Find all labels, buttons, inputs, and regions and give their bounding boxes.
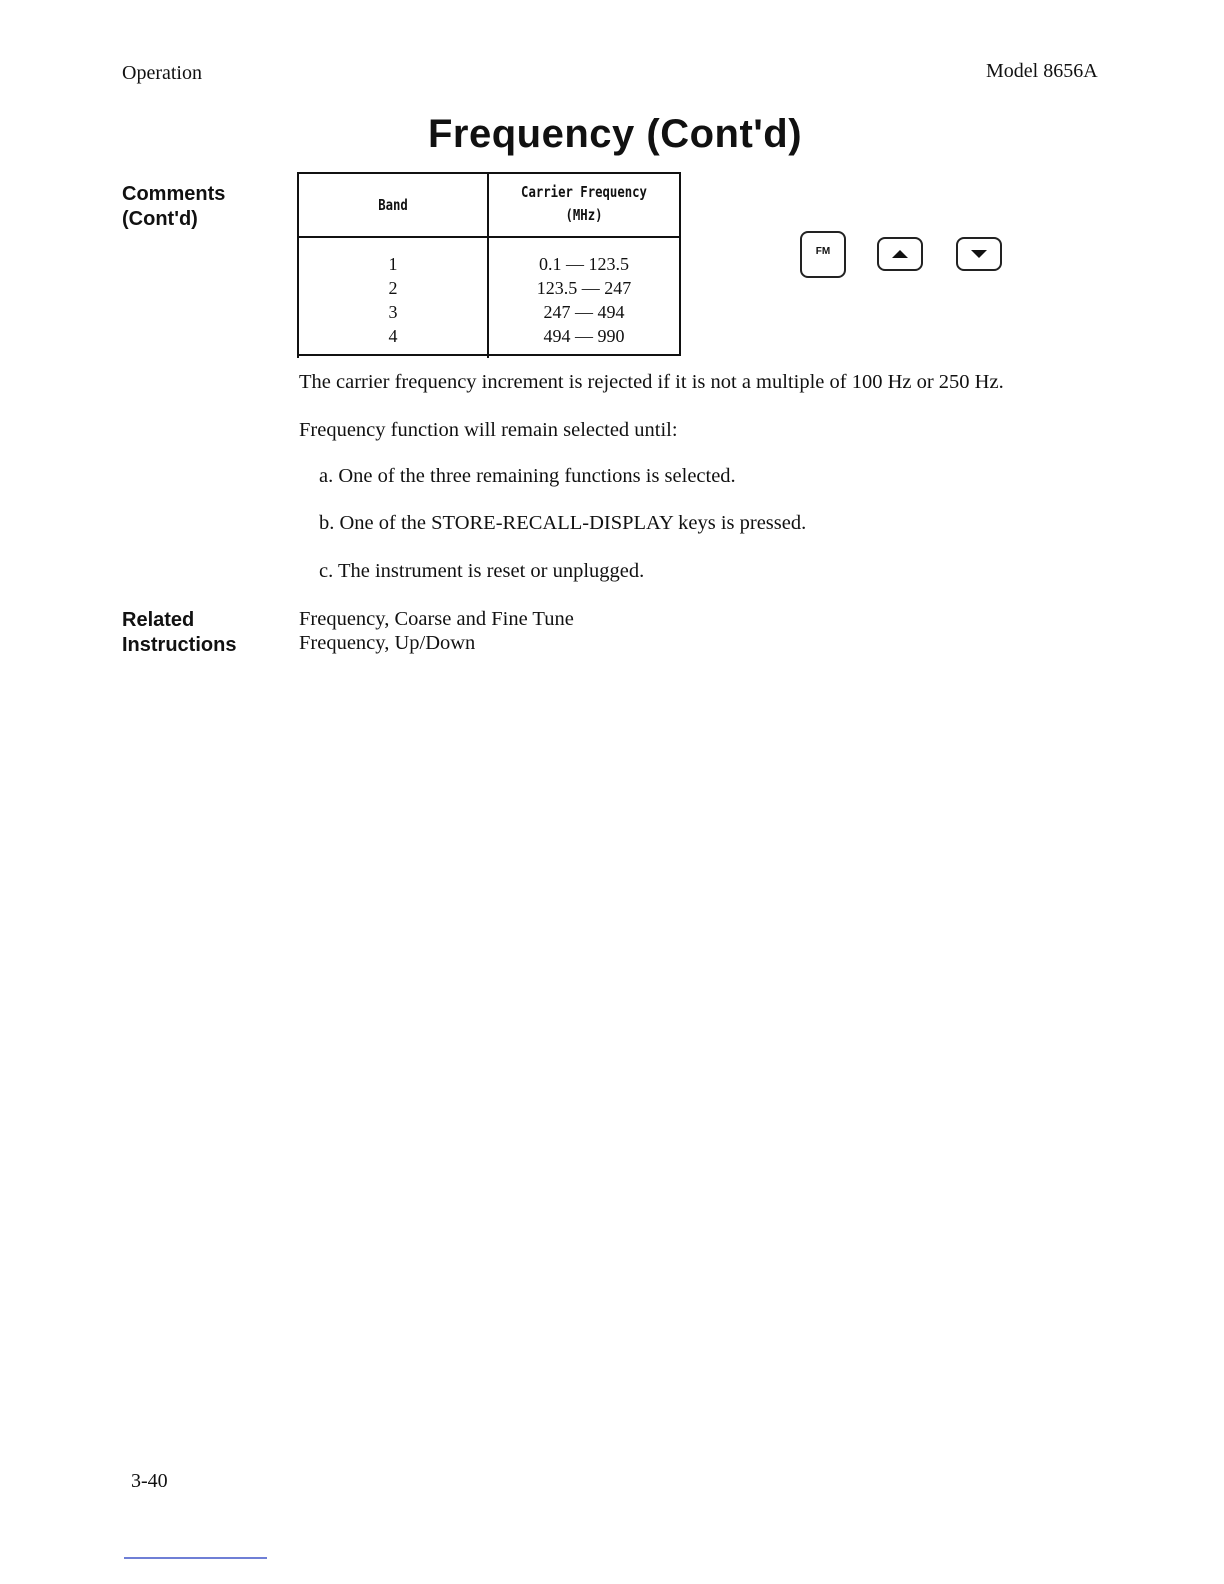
- increment-note: The carrier frequency increment is rejected if it is not a multiple of 100 Hz or 250 Hz.: [299, 371, 1004, 393]
- related-instructions-heading: [122, 608, 236, 658]
- related-instruction-item: Frequency, Up/Down: [299, 632, 476, 654]
- fm-key-label: FM: [815, 246, 831, 257]
- table-cell-band: 3: [388, 302, 398, 322]
- table-header-band: Band: [378, 196, 408, 214]
- increment-down-key: [956, 237, 1002, 271]
- comments-heading: [122, 182, 225, 232]
- table-cell-band: 2: [388, 278, 398, 298]
- band-frequency-table: [297, 172, 681, 358]
- table-header-divider: [297, 236, 681, 238]
- related-heading-line-2: Instructions: [122, 634, 237, 656]
- table-cell-range: 494 — 990: [543, 326, 625, 346]
- related-instruction-item: Frequency, Coarse and Fine Tune: [299, 608, 574, 630]
- related-heading-line-1: Related: [122, 609, 195, 631]
- table-cell-range: 123.5 — 247: [536, 278, 632, 298]
- condition-item: c. The instrument is reset or unplugged.: [319, 560, 645, 582]
- fm-key: [800, 231, 846, 278]
- table-border-bottom: [297, 354, 681, 356]
- table-border-top: [297, 172, 681, 174]
- condition-item: a. One of the three remaining functions is selected.: [319, 465, 736, 487]
- running-header-section: Operation: [122, 62, 202, 84]
- arrow-up-icon: [879, 239, 921, 269]
- table-cell-range: 0.1 — 123.5: [539, 254, 629, 274]
- related-instructions-list: [299, 607, 574, 655]
- comments-heading-line-2: (Cont'd): [122, 208, 198, 230]
- running-header-model: Model 8656A: [986, 60, 1098, 82]
- increment-up-key: [877, 237, 923, 271]
- page-number: 3-40: [131, 1470, 168, 1492]
- table-cell-band: 1: [388, 254, 398, 274]
- table-header-carrier-frequency: Carrier Frequency: [521, 183, 647, 201]
- table-cell-range: 247 — 494: [543, 302, 625, 322]
- until-intro: Frequency function will remain selected until:: [299, 419, 678, 441]
- condition-item: b. One of the STORE-RECALL-DISPLAY keys is pressed.: [319, 512, 807, 534]
- table-cell-band: 4: [388, 326, 398, 346]
- table-border-right: [679, 172, 681, 356]
- comments-heading-line-1: Comments: [122, 183, 226, 205]
- arrow-down-icon: [958, 239, 1000, 269]
- page-title: Frequency (Cont'd): [427, 112, 803, 156]
- footer-rule: [124, 1557, 267, 1559]
- table-header-unit: (MHz): [565, 206, 603, 224]
